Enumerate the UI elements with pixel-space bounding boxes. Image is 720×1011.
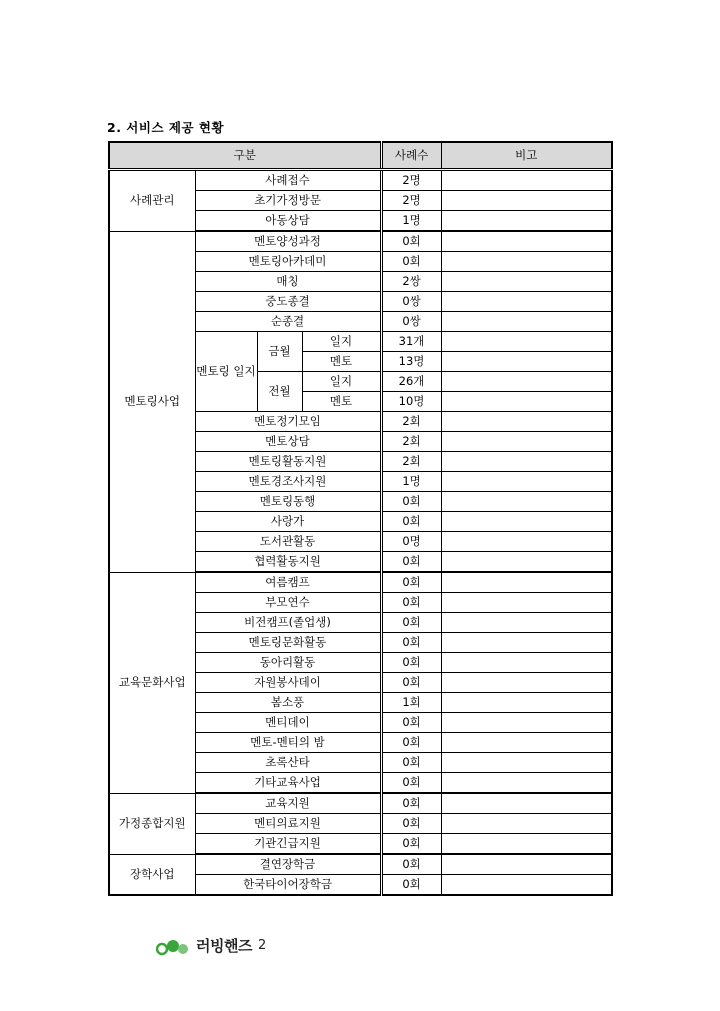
item-name: 순종결 bbox=[195, 312, 381, 332]
item-name: 멘토링활동지원 bbox=[195, 452, 381, 472]
item-note bbox=[441, 231, 612, 252]
table-row bbox=[109, 170, 612, 191]
service-status-table bbox=[108, 141, 613, 896]
item-name: 중도종결 bbox=[195, 292, 381, 312]
item-count: 0회 bbox=[381, 492, 441, 512]
item-count: 2명 bbox=[381, 170, 441, 191]
item-note bbox=[441, 372, 612, 392]
item-count: 2회 bbox=[381, 432, 441, 452]
item-count: 0회 bbox=[381, 231, 441, 252]
item-note bbox=[441, 673, 612, 693]
section-title: 2. 서비스 제공 현황 bbox=[107, 120, 225, 135]
item-count: 0회 bbox=[381, 875, 441, 896]
item-note bbox=[441, 713, 612, 733]
item-count: 0명 bbox=[381, 532, 441, 552]
item-name: 기타교육사업 bbox=[195, 773, 381, 794]
item-name: 멘티의료지원 bbox=[195, 814, 381, 834]
item-note bbox=[441, 191, 612, 211]
item-note bbox=[441, 272, 612, 292]
item-note bbox=[441, 572, 612, 593]
mentor-count: 10명 bbox=[381, 392, 441, 412]
item-name: 멘토정기모임 bbox=[195, 412, 381, 432]
item-note bbox=[441, 472, 612, 492]
item-note bbox=[441, 633, 612, 653]
group-label: 교육문화사업 bbox=[109, 572, 195, 793]
item-name: 초기가정방문 bbox=[195, 191, 381, 211]
item-count: 0쌍 bbox=[381, 292, 441, 312]
journal-count: 26개 bbox=[381, 372, 441, 392]
item-count: 0회 bbox=[381, 834, 441, 855]
item-note bbox=[441, 452, 612, 472]
item-note bbox=[441, 693, 612, 713]
journal-count: 31개 bbox=[381, 332, 441, 352]
item-name: 멘티데이 bbox=[195, 713, 381, 733]
item-note bbox=[441, 733, 612, 753]
item-note bbox=[441, 793, 612, 814]
item-count: 0회 bbox=[381, 814, 441, 834]
clover-logo-icon bbox=[156, 936, 192, 956]
month-label: 전월 bbox=[257, 372, 302, 412]
item-note bbox=[441, 512, 612, 532]
header-category: 구분 bbox=[109, 142, 381, 170]
group-label: 장학사업 bbox=[109, 854, 195, 895]
group-label: 가정종합지원 bbox=[109, 793, 195, 854]
item-note bbox=[441, 312, 612, 332]
item-note bbox=[441, 875, 612, 896]
item-note bbox=[441, 653, 612, 673]
item-name: 멘토링문화활동 bbox=[195, 633, 381, 653]
item-name: 부모연수 bbox=[195, 593, 381, 613]
item-count: 0회 bbox=[381, 633, 441, 653]
item-note bbox=[441, 252, 612, 272]
item-note bbox=[441, 352, 612, 372]
mentor-sublabel: 멘토 bbox=[302, 352, 381, 372]
item-name: 비전캠프(졸업생) bbox=[195, 613, 381, 633]
item-count: 0회 bbox=[381, 793, 441, 814]
item-name: 멘토경조사지원 bbox=[195, 472, 381, 492]
item-count: 2회 bbox=[381, 452, 441, 472]
item-count: 1명 bbox=[381, 472, 441, 492]
item-count: 0회 bbox=[381, 773, 441, 794]
item-name: 멘토링아카데미 bbox=[195, 252, 381, 272]
item-name: 도서관활동 bbox=[195, 532, 381, 552]
item-name: 사례접수 bbox=[195, 170, 381, 191]
mentor-count: 13명 bbox=[381, 352, 441, 372]
item-count: 0회 bbox=[381, 673, 441, 693]
item-count: 0회 bbox=[381, 572, 441, 593]
item-note bbox=[441, 211, 612, 232]
item-note bbox=[441, 292, 612, 312]
item-count: 0회 bbox=[381, 713, 441, 733]
item-name: 사랑가 bbox=[195, 512, 381, 532]
item-count: 0회 bbox=[381, 512, 441, 532]
group-label: 사례관리 bbox=[109, 170, 195, 232]
logo-text: 러빙핸즈 bbox=[196, 937, 252, 955]
item-name: 멘토상담 bbox=[195, 432, 381, 452]
item-name: 여름캠프 bbox=[195, 572, 381, 593]
item-count: 2회 bbox=[381, 412, 441, 432]
item-name: 멘토-멘티의 밤 bbox=[195, 733, 381, 753]
item-name: 초록산타 bbox=[195, 753, 381, 773]
item-note bbox=[441, 552, 612, 573]
group-label: 멘토링사업 bbox=[109, 231, 195, 572]
item-name: 협력활동지원 bbox=[195, 552, 381, 573]
item-count: 0회 bbox=[381, 854, 441, 875]
item-note bbox=[441, 432, 612, 452]
item-note bbox=[441, 753, 612, 773]
table-row bbox=[109, 231, 612, 252]
item-count: 0회 bbox=[381, 552, 441, 573]
month-label: 금월 bbox=[257, 332, 302, 372]
page-number: 2 bbox=[257, 938, 267, 953]
item-name: 자원봉사데이 bbox=[195, 673, 381, 693]
item-name: 봄소풍 bbox=[195, 693, 381, 713]
journal-sublabel: 일지 bbox=[302, 372, 381, 392]
item-count: 2쌍 bbox=[381, 272, 441, 292]
item-count: 0회 bbox=[381, 252, 441, 272]
item-count: 0회 bbox=[381, 613, 441, 633]
item-name: 아동상담 bbox=[195, 211, 381, 232]
item-note bbox=[441, 412, 612, 432]
header-count: 사례수 bbox=[381, 142, 441, 170]
table-row bbox=[109, 854, 612, 875]
item-count: 1회 bbox=[381, 693, 441, 713]
table-row bbox=[109, 572, 612, 593]
item-name: 동아리활동 bbox=[195, 653, 381, 673]
item-name: 교육지원 bbox=[195, 793, 381, 814]
item-count: 0회 bbox=[381, 733, 441, 753]
item-note bbox=[441, 773, 612, 794]
journal-sublabel: 일지 bbox=[302, 332, 381, 352]
item-count: 0회 bbox=[381, 653, 441, 673]
item-note bbox=[441, 170, 612, 191]
item-name: 한국타이어장학금 bbox=[195, 875, 381, 896]
journal-label: 멘토링 일지 bbox=[195, 332, 257, 412]
item-count: 1명 bbox=[381, 211, 441, 232]
item-name: 멘토양성과정 bbox=[195, 231, 381, 252]
item-name: 매칭 bbox=[195, 272, 381, 292]
item-name: 결연장학금 bbox=[195, 854, 381, 875]
item-count: 0회 bbox=[381, 593, 441, 613]
header-note: 비고 bbox=[441, 142, 612, 170]
item-note bbox=[441, 532, 612, 552]
item-note bbox=[441, 834, 612, 855]
item-note bbox=[441, 593, 612, 613]
mentor-sublabel: 멘토 bbox=[302, 392, 381, 412]
item-note bbox=[441, 814, 612, 834]
item-count: 2명 bbox=[381, 191, 441, 211]
table-row bbox=[109, 793, 612, 814]
item-note bbox=[441, 613, 612, 633]
table-header-row bbox=[109, 142, 612, 170]
footer bbox=[156, 935, 266, 956]
item-note bbox=[441, 332, 612, 352]
item-count: 0쌍 bbox=[381, 312, 441, 332]
item-name: 멘토링동행 bbox=[195, 492, 381, 512]
item-note bbox=[441, 392, 612, 412]
item-note bbox=[441, 492, 612, 512]
item-note bbox=[441, 854, 612, 875]
item-count: 0회 bbox=[381, 753, 441, 773]
item-name: 기관긴급지원 bbox=[195, 834, 381, 855]
